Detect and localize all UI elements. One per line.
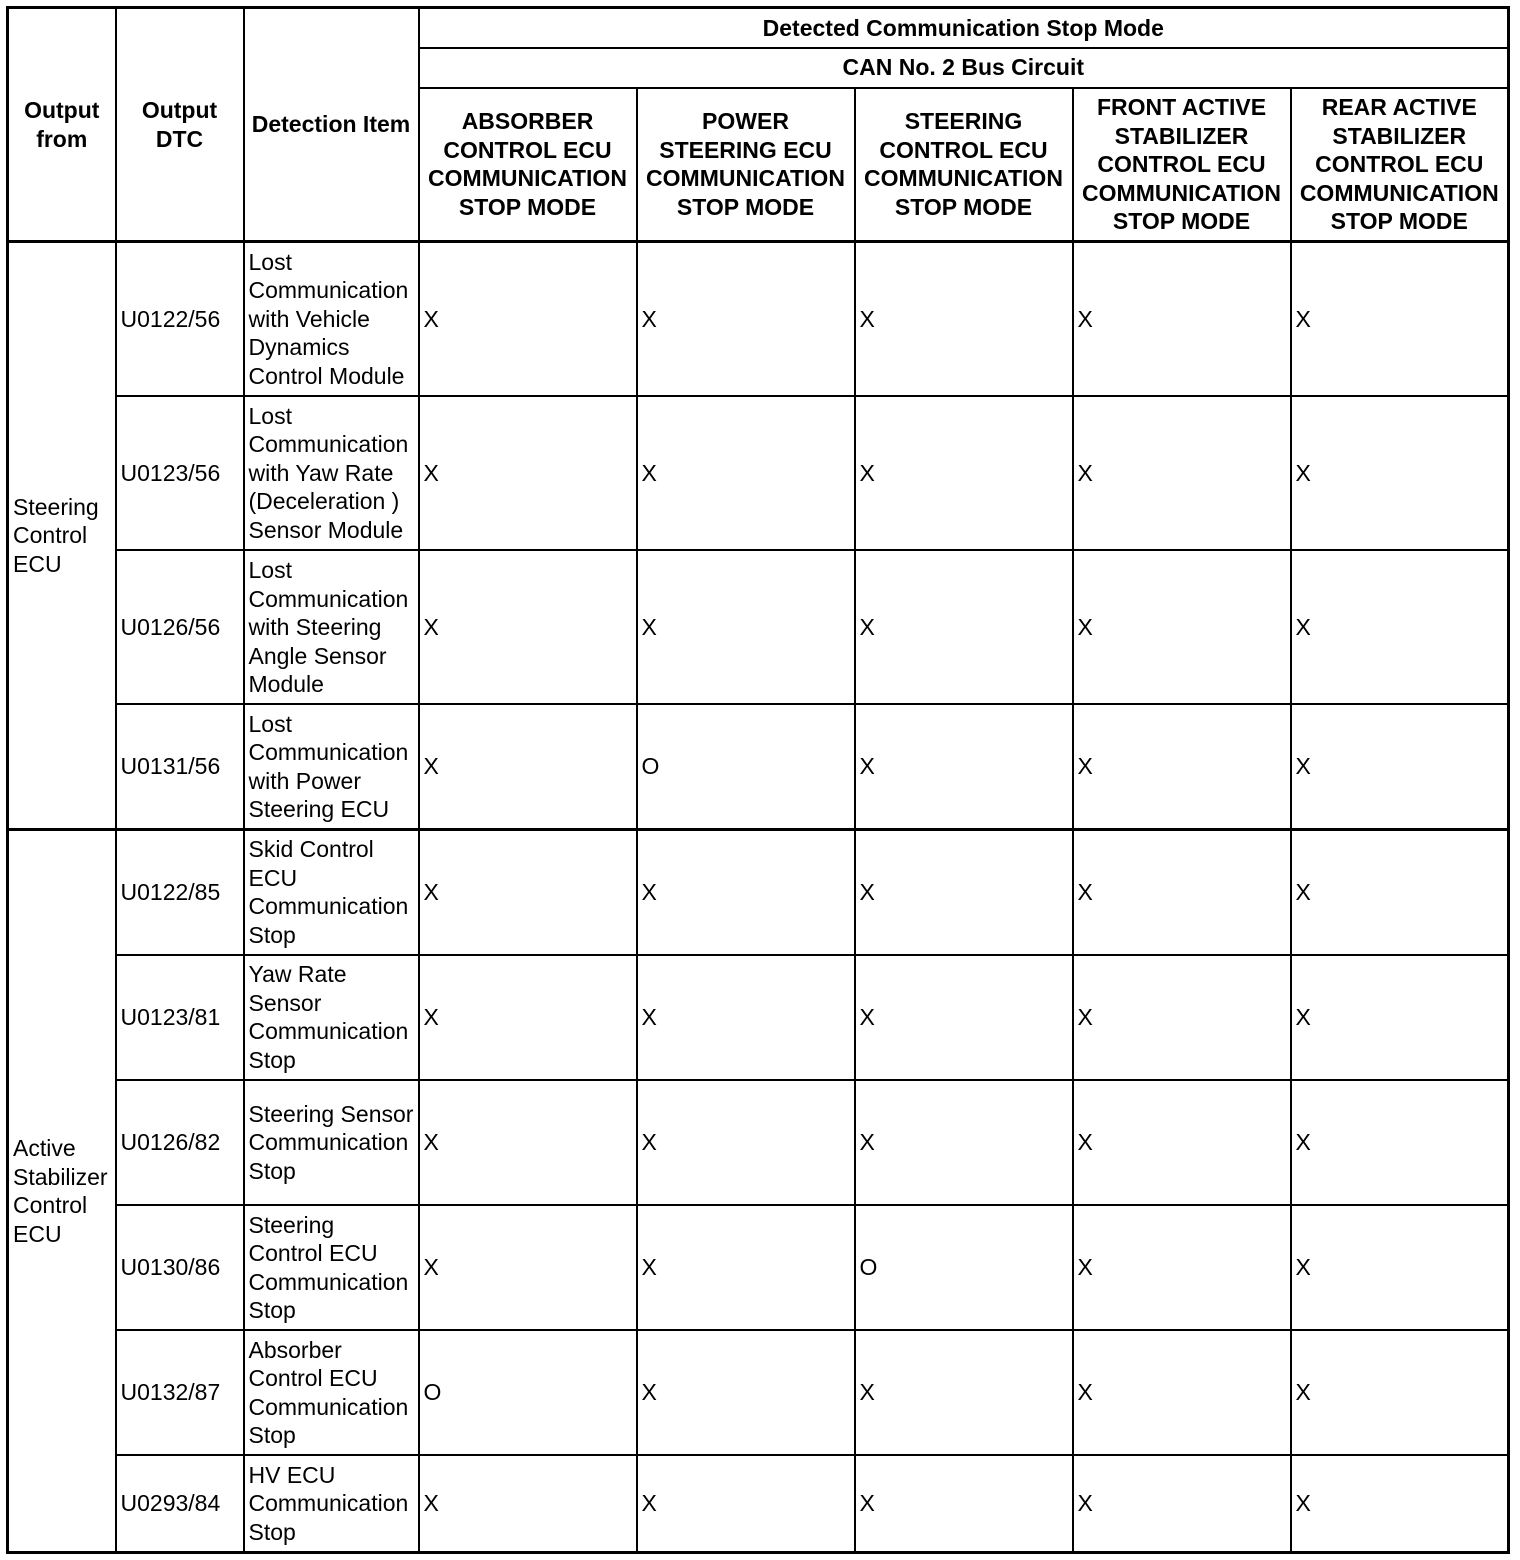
table-row xyxy=(8,704,1509,829)
mark-cell-front-stabilizer: X xyxy=(1073,1080,1291,1205)
mark-cell-steering-control: X xyxy=(855,242,1073,396)
mark-cell-rear-stabilizer: X xyxy=(1291,830,1509,955)
mark-cell-absorber: X xyxy=(419,1205,637,1330)
table-row xyxy=(8,1080,1509,1205)
header-mode-power-steering: POWER STEERING ECU COMMUNICATION STOP MODE xyxy=(637,88,855,242)
dtc-cell: U0132/87 xyxy=(116,1330,244,1455)
mark-cell-steering-control: O xyxy=(855,1205,1073,1330)
mark-cell-front-stabilizer: X xyxy=(1073,1330,1291,1455)
dtc-cell: U0130/86 xyxy=(116,1205,244,1330)
mark-cell-front-stabilizer: X xyxy=(1073,396,1291,550)
table-row xyxy=(8,955,1509,1080)
dtc-cell: U0122/56 xyxy=(116,242,244,396)
mark-cell-power-steering: X xyxy=(637,1205,855,1330)
mark-cell-rear-stabilizer: X xyxy=(1291,396,1509,550)
mark-cell-front-stabilizer: X xyxy=(1073,1205,1291,1330)
detection-item-cell: Absorber Control ECU Communication Stop xyxy=(244,1330,419,1455)
header-detection-item: Detection Item xyxy=(244,8,419,242)
table-row xyxy=(8,1205,1509,1330)
header-can-bus-circuit: CAN No. 2 Bus Circuit xyxy=(419,48,1509,88)
table-row xyxy=(8,396,1509,550)
mark-cell-steering-control: X xyxy=(855,550,1073,704)
table-row xyxy=(8,830,1509,955)
mark-cell-power-steering: X xyxy=(637,955,855,1080)
mark-cell-rear-stabilizer: X xyxy=(1291,704,1509,829)
mark-cell-front-stabilizer: X xyxy=(1073,830,1291,955)
mark-cell-steering-control: X xyxy=(855,1080,1073,1205)
dtc-cell: U0126/82 xyxy=(116,1080,244,1205)
dtc-cell: U0126/56 xyxy=(116,550,244,704)
mark-cell-front-stabilizer: X xyxy=(1073,550,1291,704)
mark-cell-absorber: X xyxy=(419,396,637,550)
header-mode-absorber: ABSORBER CONTROL ECU COMMUNICATION STOP MODE xyxy=(419,88,637,242)
detection-item-cell: Lost Communication with Power Steering ECU xyxy=(244,704,419,829)
mark-cell-absorber: X xyxy=(419,704,637,829)
dtc-cell: U0123/81 xyxy=(116,955,244,1080)
mark-cell-absorber: X xyxy=(419,1455,637,1552)
detection-item-cell: Lost Communication with Steering Angle Sensor Module xyxy=(244,550,419,704)
detection-item-cell: Skid Control ECU Communication Stop xyxy=(244,830,419,955)
mark-cell-power-steering: X xyxy=(637,550,855,704)
table-row xyxy=(8,1330,1509,1455)
mark-cell-absorber: X xyxy=(419,550,637,704)
mark-cell-absorber: X xyxy=(419,242,637,396)
header-mode-rear-stabilizer: REAR ACTIVE STABILIZER CONTROL ECU COMMUNICATION STOP MODE xyxy=(1291,88,1509,242)
mark-cell-steering-control: X xyxy=(855,396,1073,550)
dtc-cell: U0293/84 xyxy=(116,1455,244,1552)
detection-item-cell: Lost Communication with Yaw Rate (Deceleration ) Sensor Module xyxy=(244,396,419,550)
mark-cell-rear-stabilizer: X xyxy=(1291,1205,1509,1330)
mark-cell-front-stabilizer: X xyxy=(1073,704,1291,829)
mark-cell-steering-control: X xyxy=(855,830,1073,955)
detection-item-cell: Steering Control ECU Communication Stop xyxy=(244,1205,419,1330)
detection-item-cell: HV ECU Communication Stop xyxy=(244,1455,419,1552)
mark-cell-power-steering: X xyxy=(637,396,855,550)
table-row xyxy=(8,242,1509,396)
dtc-cell: U0131/56 xyxy=(116,704,244,829)
table-row xyxy=(8,1455,1509,1552)
header-mode-steering-control: STEERING CONTROL ECU COMMUNICATION STOP MODE xyxy=(855,88,1073,242)
mark-cell-rear-stabilizer: X xyxy=(1291,1455,1509,1552)
dtc-cell: U0122/85 xyxy=(116,830,244,955)
header-detected-mode: Detected Communication Stop Mode xyxy=(419,8,1509,48)
mark-cell-rear-stabilizer: X xyxy=(1291,242,1509,396)
header-mode-front-stabilizer: FRONT ACTIVE STABILIZER CONTROL ECU COMMUNICATION STOP MODE xyxy=(1073,88,1291,242)
dtc-cell: U0123/56 xyxy=(116,396,244,550)
mark-cell-power-steering: X xyxy=(637,242,855,396)
mark-cell-front-stabilizer: X xyxy=(1073,242,1291,396)
header-output-from: Output from xyxy=(8,8,116,242)
output-from-cell: Steering Control ECU xyxy=(8,242,116,830)
table-row xyxy=(8,550,1509,704)
mark-cell-power-steering: X xyxy=(637,1080,855,1205)
mark-cell-power-steering: X xyxy=(637,830,855,955)
communication-stop-mode-table xyxy=(6,6,1510,1554)
mark-cell-absorber: X xyxy=(419,955,637,1080)
mark-cell-rear-stabilizer: X xyxy=(1291,550,1509,704)
mark-cell-rear-stabilizer: X xyxy=(1291,1080,1509,1205)
mark-cell-steering-control: X xyxy=(855,955,1073,1080)
mark-cell-power-steering: X xyxy=(637,1455,855,1552)
detection-item-cell: Yaw Rate Sensor Communication Stop xyxy=(244,955,419,1080)
mark-cell-front-stabilizer: X xyxy=(1073,1455,1291,1552)
header-output-dtc: Output DTC xyxy=(116,8,244,242)
mark-cell-steering-control: X xyxy=(855,704,1073,829)
mark-cell-steering-control: X xyxy=(855,1330,1073,1455)
mark-cell-power-steering: O xyxy=(637,704,855,829)
output-from-cell: Active Stabilizer Control ECU xyxy=(8,830,116,1553)
detection-item-cell: Steering Sensor Communication Stop xyxy=(244,1080,419,1205)
mark-cell-power-steering: X xyxy=(637,1330,855,1455)
mark-cell-absorber: O xyxy=(419,1330,637,1455)
mark-cell-steering-control: X xyxy=(855,1455,1073,1552)
mark-cell-absorber: X xyxy=(419,830,637,955)
mark-cell-rear-stabilizer: X xyxy=(1291,1330,1509,1455)
mark-cell-rear-stabilizer: X xyxy=(1291,955,1509,1080)
mark-cell-front-stabilizer: X xyxy=(1073,955,1291,1080)
mark-cell-absorber: X xyxy=(419,1080,637,1205)
detection-item-cell: Lost Communication with Vehicle Dynamics Control Module xyxy=(244,242,419,396)
